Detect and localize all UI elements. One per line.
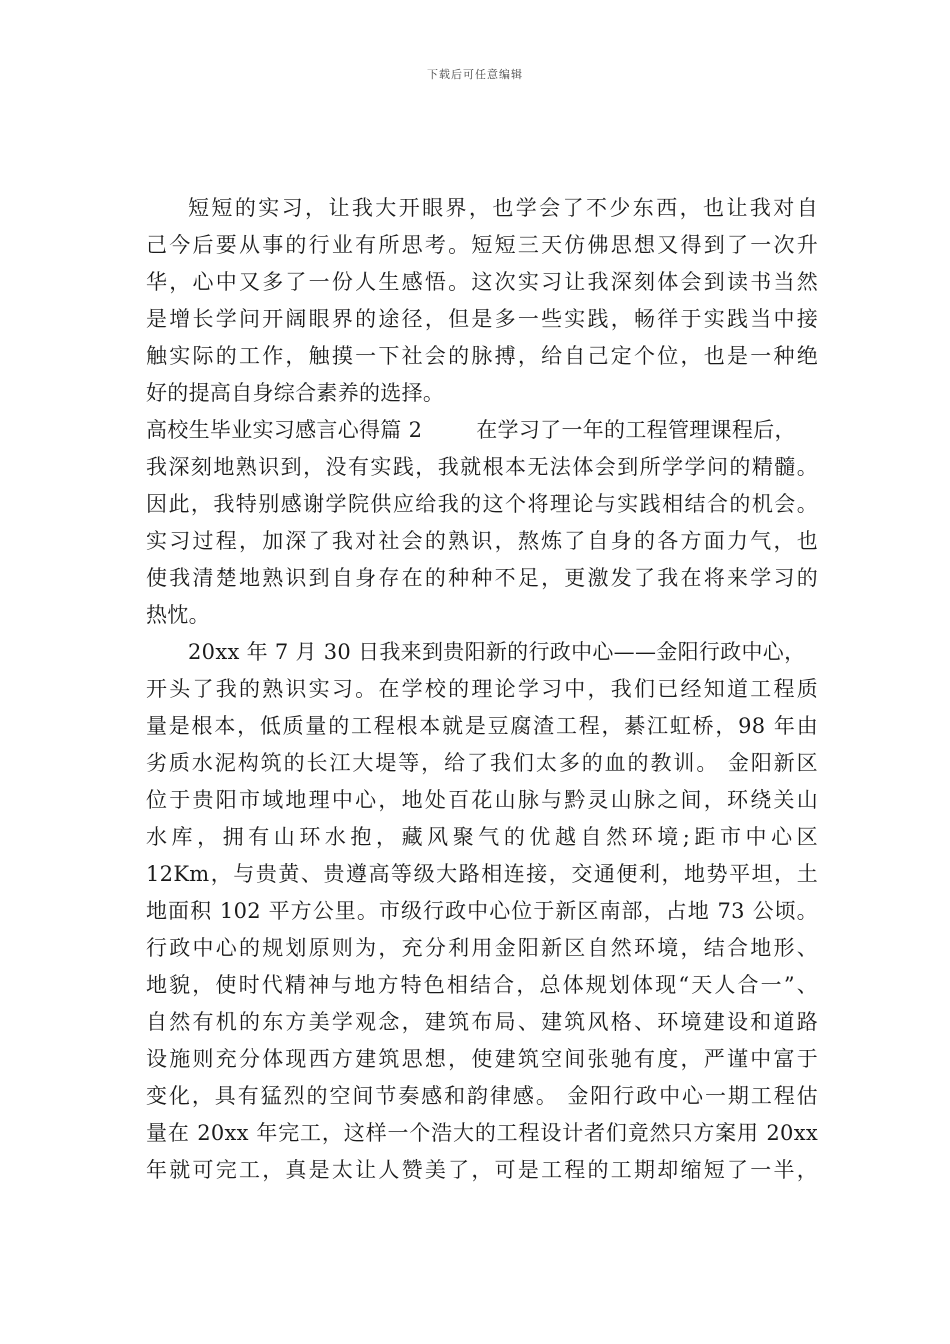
paragraph-line: 短短的实习，让我大开眼界，也学会了不少东西，也让我对自 [188, 196, 818, 220]
paragraph-line: 劣质水泥构筑的长江大堤等，给了我们太多的血的教训。 金阳新区 [146, 751, 818, 775]
paragraph-line: 量在 20xx 年完工，这样一个浩大的工程设计者们竟然只方案用 20xx [146, 1121, 818, 1145]
paragraph-1 [146, 190, 818, 412]
paragraph-line: 华，心中又多了一份人生感悟。这次实习让我深刻体会到读书当然 [146, 270, 818, 294]
paragraph-line: 开头了我的熟识实习。在学校的理论学习中，我们已经知道工程质 [146, 677, 818, 701]
paragraph-line: 设施则充分体现西方建筑思想，使建筑空间张驰有度，严谨中富于 [146, 1047, 818, 1071]
paragraph-line: 年就可完工，真是太让人赞美了，可是工程的工期却缩短了一半， [146, 1158, 818, 1182]
document-body [146, 190, 818, 1189]
paragraph-line: 20xx 年 7 月 30 日我来到贵阳新的行政中心——金阳行政中心， [188, 640, 806, 664]
paragraph-line: 热忱。 [146, 603, 210, 627]
paragraph-line: 12Km，与贵黄、贵遵高等级大路相连接，交通便利，地势平坦，土 [146, 862, 818, 886]
section-heading-line [146, 412, 818, 449]
paragraph-line: 是增长学问开阔眼界的途径，但是多一些实践，畅徉于实践当中接 [146, 307, 818, 331]
page-header-note: 下载后可任意编辑 [427, 68, 523, 81]
section-first-line-text: 在学习了一年的工程管理课程后， [476, 418, 796, 442]
paragraph-3 [146, 634, 818, 1189]
paragraph-line: 己今后要从事的行业有所思考。短短三天仿佛思想又得到了一次升 [146, 233, 818, 257]
paragraph-line: 量是根本，低质量的工程根本就是豆腐渣工程，綦江虹桥，98 年由 [146, 714, 818, 738]
paragraph-line: 行政中心的规划原则为，充分利用金阳新区自然环境，结合地形、 [146, 936, 818, 960]
paragraph-line: 好的提高自身综合素养的选择。 [146, 381, 445, 405]
paragraph-line: 自然有机的东方美学观念，建筑布局、建筑风格、环境建设和道路 [146, 1010, 818, 1034]
section-2 [146, 412, 818, 634]
paragraph-line: 实习过程，加深了我对社会的熟识，熬炼了自身的各方面力气，也 [146, 529, 818, 553]
paragraph-line: 地面积 102 平方公里。市级行政中心位于新区南部，占地 73 公顷。 [146, 899, 818, 923]
paragraph-line: 触实际的工作，触摸一下社会的脉搏，给自己定个位，也是一种绝 [146, 344, 818, 368]
paragraph-line: 位于贵阳市域地理中心，地处百花山脉与黔灵山脉之间，环绕关山 [146, 788, 818, 812]
paragraph-line: 水库，拥有山环水抱，藏风聚气的优越自然环境;距市中心区 [146, 825, 818, 849]
paragraph-line: 使我清楚地熟识到自身存在的种种不足，更激发了我在将来学习的 [146, 566, 818, 590]
section-title: 高校生毕业实习感言心得篇 2 [146, 418, 423, 442]
paragraph-line: 地貌，使时代精神与地方特色相结合，总体规划体现“天人合一”、 [146, 973, 818, 997]
paragraph-line: 因此，我特别感谢学院供应给我的这个将理论与实践相结合的机会。 [146, 492, 818, 516]
paragraph-line: 变化，具有猛烈的空间节奏感和韵律感。 金阳行政中心一期工程估 [146, 1084, 818, 1108]
paragraph-line: 我深刻地熟识到，没有实践，我就根本无法体会到所学学问的精髓。 [146, 455, 818, 479]
